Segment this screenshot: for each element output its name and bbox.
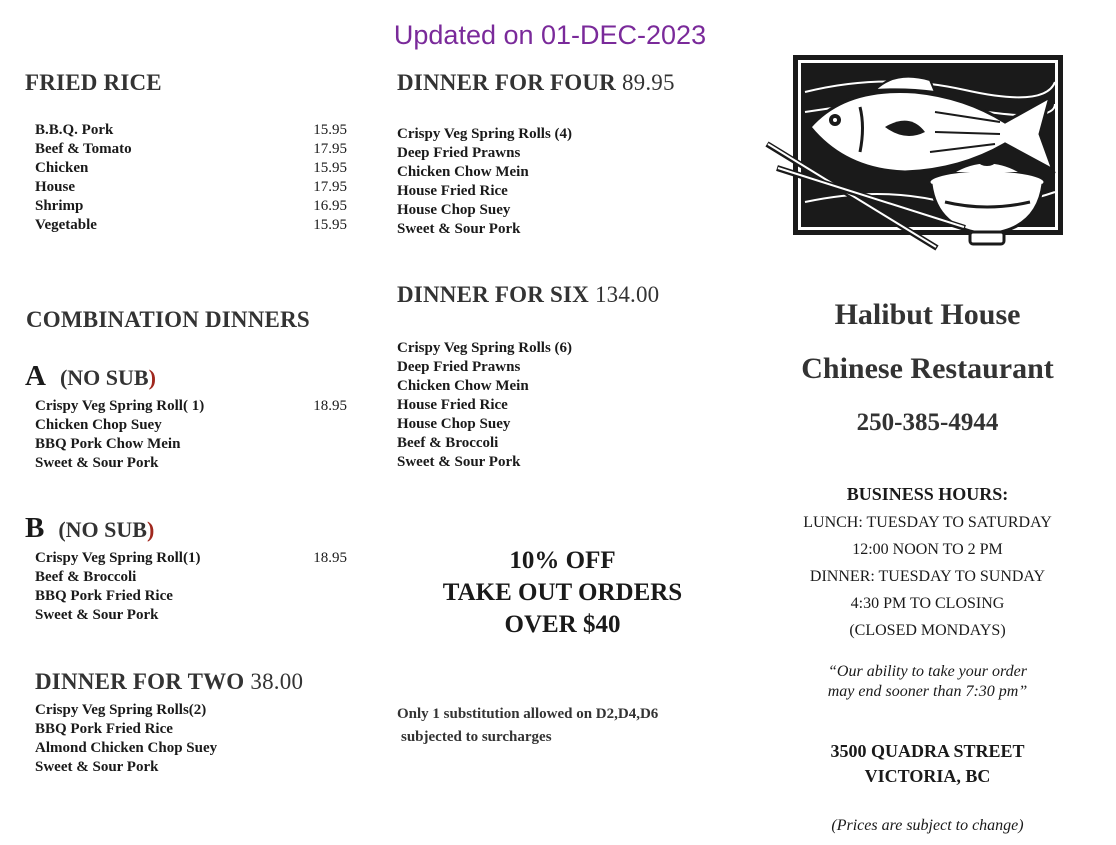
dinner-two-price: 38.00	[250, 669, 304, 694]
list-item	[35, 140, 347, 159]
dinner-six-label: DINNER FOR SIX	[397, 282, 589, 307]
hours-line: 12:00 NOON TO 2 PM	[852, 541, 1003, 558]
combo-b-heading	[25, 512, 154, 545]
list-item: Sweet & Sour Pork	[35, 607, 159, 623]
quote-line: “Our ability to take your order	[828, 663, 1027, 680]
list-item: Beef & Broccoli	[397, 435, 499, 451]
dinner-four-label: DINNER FOR FOUR	[397, 70, 616, 95]
dinner-six-title	[397, 282, 659, 308]
item-name: Beef & Tomato	[35, 141, 132, 157]
fried-rice-list	[35, 121, 347, 235]
item-name: House	[35, 179, 76, 195]
list-item	[35, 178, 347, 197]
dinner-four-list	[397, 125, 572, 239]
list-item: Chicken Chow Mein	[397, 164, 529, 180]
promo-line: TAKE OUT ORDERS	[442, 579, 683, 606]
list-item: Almond Chicken Chop Suey	[35, 740, 218, 756]
dinner-two-title	[35, 669, 303, 695]
list-item	[35, 216, 347, 235]
item-price: 15.95	[313, 217, 347, 233]
order-cutoff-quote	[780, 662, 1075, 702]
restaurant-name-2: Chinese Restaurant	[801, 352, 1054, 385]
item-price: 17.95	[313, 141, 347, 157]
hours-line: 4:30 PM TO CLOSING	[850, 595, 1005, 612]
item-price: 15.95	[313, 122, 347, 138]
list-item: Crispy Veg Spring Rolls(2)	[35, 702, 207, 718]
dinner-four-price: 89.95	[621, 70, 675, 95]
list-item: Sweet & Sour Pork	[397, 454, 521, 470]
item-price: 18.95	[313, 398, 347, 414]
dinner-six-price: 134.00	[594, 282, 660, 307]
price-disclaimer: (Prices are subject to change)	[831, 817, 1024, 834]
note-line: subjected to surcharges	[401, 729, 552, 745]
list-item: Crispy Veg Spring Rolls (4)	[397, 126, 573, 142]
list-item	[35, 197, 347, 216]
item-name: B.B.Q. Pork	[35, 122, 114, 138]
item-price: 15.95	[313, 160, 347, 176]
no-sub-text: (NO SUB	[58, 517, 147, 542]
address-line: VICTORIA, BC	[864, 766, 991, 786]
combo-a-list	[35, 397, 347, 473]
note-line: Only 1 substitution allowed on D2,D4,D6	[397, 706, 659, 722]
no-sub-paren: )	[146, 517, 155, 542]
no-sub-label	[58, 517, 154, 542]
no-sub-label	[60, 365, 156, 390]
restaurant-phone: 250-385-4944	[856, 409, 999, 436]
list-item: House Chop Suey	[397, 202, 511, 218]
item-name: Crispy Veg Spring Roll( 1)	[35, 398, 205, 414]
item-price: 18.95	[313, 550, 347, 566]
list-item	[35, 397, 347, 416]
restaurant-name-1: Halibut House	[834, 298, 1021, 331]
address	[780, 739, 1075, 789]
promo-line: 10% OFF	[509, 547, 616, 574]
list-item: Sweet & Sour Pork	[397, 221, 521, 237]
list-item: House Fried Rice	[397, 183, 508, 199]
list-item: Crispy Veg Spring Rolls (6)	[397, 340, 573, 356]
item-name: Chicken	[35, 160, 89, 176]
list-item: BBQ Pork Fried Rice	[35, 721, 173, 737]
hours-line: (CLOSED MONDAYS)	[849, 622, 1006, 639]
list-item: Deep Fried Prawns	[397, 145, 521, 161]
list-item: Sweet & Sour Pork	[35, 455, 159, 471]
fish-bowl-chopsticks-icon	[765, 52, 1070, 257]
combo-b-list	[35, 549, 347, 625]
no-sub-paren: )	[148, 365, 156, 390]
list-item: Beef & Broccoli	[35, 569, 137, 585]
dinner-four-title	[397, 70, 675, 96]
combo-letter: A	[25, 360, 46, 392]
list-item	[35, 121, 347, 140]
list-item: House Chop Suey	[397, 416, 511, 432]
dinner-two-list	[35, 701, 217, 777]
business-hours-title: BUSINESS HOURS:	[846, 484, 1009, 504]
list-item: Chicken Chop Suey	[35, 417, 162, 433]
combo-letter: B	[25, 512, 45, 544]
hours-line: DINNER: TUESDAY TO SUNDAY	[809, 568, 1046, 585]
dinner-two-label: DINNER FOR TWO	[35, 669, 245, 694]
quote-line: may end sooner than 7:30 pm”	[827, 683, 1028, 700]
combination-title: COMBINATION DINNERS	[26, 307, 310, 332]
no-sub-text: (NO SUB	[59, 365, 149, 390]
item-name: Shrimp	[35, 198, 84, 214]
fried-rice-title: FRIED RICE	[25, 70, 162, 95]
hours-line: LUNCH: TUESDAY TO SATURDAY	[803, 514, 1052, 531]
promo-line: OVER $40	[504, 611, 621, 638]
item-name: Crispy Veg Spring Roll(1)	[35, 550, 201, 566]
takeout-promo	[400, 545, 725, 641]
list-item	[35, 549, 347, 568]
substitution-note	[397, 703, 658, 749]
list-item: Chicken Chow Mein	[397, 378, 529, 394]
combo-a-heading	[25, 360, 156, 393]
list-item: House Fried Rice	[397, 397, 508, 413]
list-item: BBQ Pork Fried Rice	[35, 588, 173, 604]
logo	[765, 52, 1070, 257]
list-item: BBQ Pork Chow Mein	[35, 436, 181, 452]
dinner-six-list	[397, 339, 572, 472]
updated-date: Updated on 01-DEC-2023	[393, 20, 707, 50]
list-item: Sweet & Sour Pork	[35, 759, 159, 775]
list-item: Deep Fried Prawns	[397, 359, 521, 375]
business-hours-list	[780, 509, 1075, 644]
address-line: 3500 QUADRA STREET	[830, 741, 1025, 761]
item-price: 16.95	[313, 198, 347, 214]
item-price: 17.95	[313, 179, 347, 195]
item-name: Vegetable	[35, 217, 97, 233]
list-item	[35, 159, 347, 178]
